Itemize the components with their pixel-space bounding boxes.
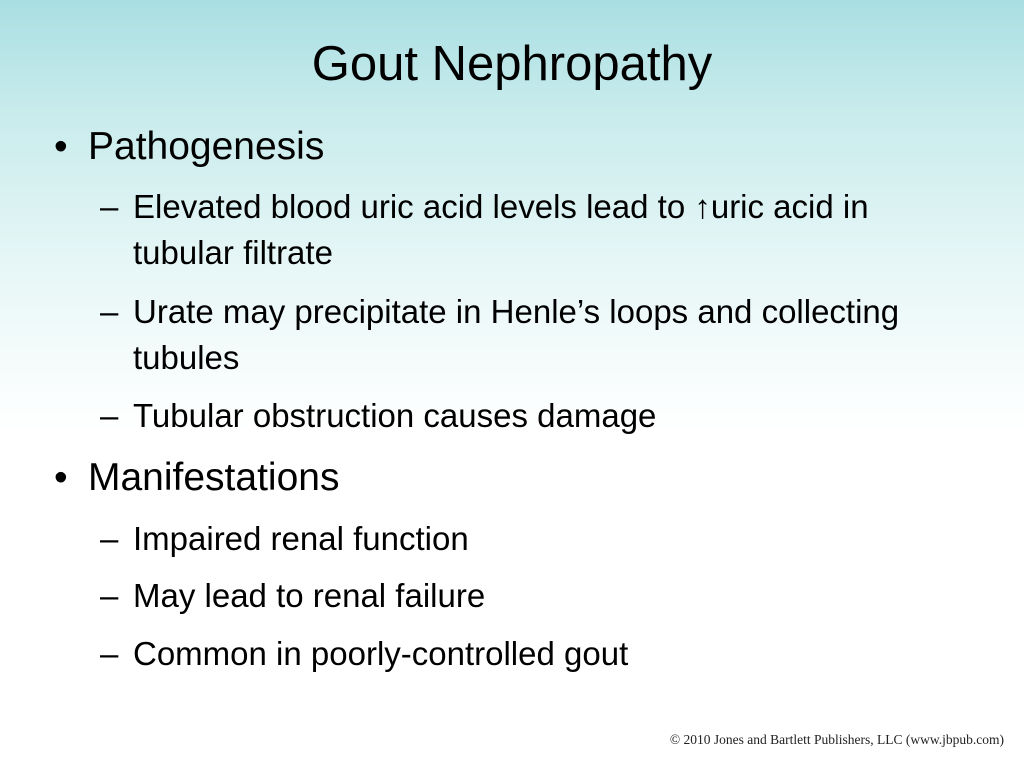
bullet-icon: •: [54, 125, 68, 168]
sub-bullet-text: Urate may precipitate in Henle’s loops and collecting tubules: [133, 293, 900, 376]
sub-bullet-text: Elevated blood uric acid levels lead to ↑uric acid in tubular filtrate: [133, 188, 869, 271]
sub-bullet: [100, 184, 930, 276]
sub-bullet-text: May lead to renal failure: [133, 577, 486, 614]
sub-bullet-text: Impaired renal function: [133, 520, 469, 557]
sub-bullet: [100, 573, 930, 619]
sub-bullet: [100, 289, 930, 381]
sub-bullet-text: Tubular obstruction causes damage: [133, 397, 657, 434]
sub-bullet-text: Common in poorly-controlled gout: [133, 635, 629, 672]
sub-bullet: [100, 393, 930, 439]
dash-icon: –: [100, 293, 119, 330]
bullet-heading: Manifestations: [88, 456, 340, 499]
bullet-heading: Pathogenesis: [88, 125, 325, 168]
dash-icon: –: [100, 397, 119, 434]
copyright-footer: © 2010 Jones and Bartlett Publishers, LLC (www.jbpub.com): [669, 732, 1004, 747]
dash-icon: –: [100, 577, 119, 614]
slide-title: Gout Nephropathy: [311, 37, 713, 91]
sub-bullet: [100, 631, 930, 677]
dash-icon: –: [100, 188, 119, 225]
bullet-icon: •: [54, 456, 68, 499]
dash-icon: –: [100, 520, 119, 557]
sub-bullet: [100, 516, 930, 562]
dash-icon: –: [100, 635, 119, 672]
